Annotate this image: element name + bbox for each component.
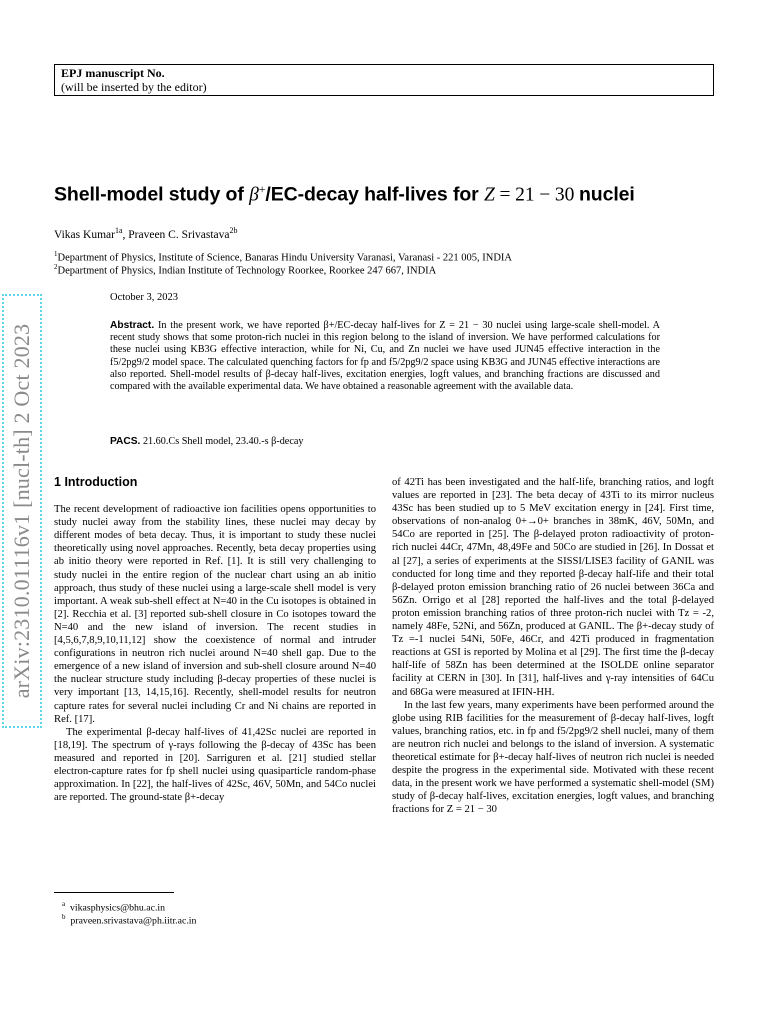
abstract	[110, 320, 660, 393]
footnote-rule	[54, 892, 174, 893]
pacs-heading: PACS.	[110, 436, 141, 447]
abstract-text: In the present work, we have reported β+/EC-decay half-lives for Z = 21 − 30 nuclei using large-scale shell-model. A recent study shows that some proton-rich nuclei in this region belong to the island of inversion. We have performed calculations for these nuclei using KB3G effective interaction, while for Ni, Cu, and Zn nuclei we have used JUN45 effective interaction in the f5/2pg9/2 model space. The calculated quenching factors for fp and f5/2pg9/2 space using KB3G and JUN45 effective interactions are also reported. Shell-model results of β-decay half-lives, excitation energies, logft values, and branching fractions are discussed and compared with the available experimental data. We have obtained a reasonable agreement with the available data.	[110, 320, 660, 393]
intro-paragraph-4: In the last few years, many experiments have been performed around the globe using RIB facilities for the measurement of β-decay half-lives, logft values, branching ratios, etc. in fp and f5/2pg9/2 shell nuclei, many of them are neutron rich nuclei and belongs to the island of inversion. A systematic theoretical estimate for β+-decay half-lives of neutron rich nuclei is needed despite the progress in the experimental side. Motivated with these recent data, in the present work we have performed a systematic shell-model (SM) study of β-decay half-lives, excitation energies, logft values, and branching fractions for Z = 21 − 30	[392, 699, 714, 816]
arxiv-stamp[interactable]	[2, 294, 42, 728]
intro-paragraph-3: of 42Ti has been investigated and the half-life, branching ratios, and logft values are reported in [23]. The beta decay of 43Ti to its mirror nucleus 43Sc has been studied up to 5 MeV excitation energy in [24]. First time, observations of non-analog 0+→0+ branches in 38mK, 46V, 50Mn, and 54Co are reported in [25]. The β-delayed proton radioactivity of proton-rich nuclei 44Cr, 47Mn, 48,49Fe and 50Co are studied in [26]. In Dossat et al [27], a series of experiments at the SISSI/LISE3 facility of GANIL was conducted for long time and they reported β-decay half-life and their total β-delayed proton emission branching ratio of 26 nuclei between 36Ca and 56Zn. Orrigo et al [28] reported the half-lives and the total β-delayed proton emission branching ratios of three proton-rich nuclei with Tz = -2, namely 48Fe, 52Ni, and 56Zn, produced at GANIL. The β+-decay study of Tz =-1 nuclei 54Ni, 50Fe, 46Cr, and 42Ti produced in fragmentation reactions at GSI is reported by Molina et al [29]. The first time the β-decay half-life of 58Zn has been determined at the ISOLDE online separator facility at CERN in [30]. In [31], half-lives and γ-ray intensities of 64Cu and 68Ga were measured at IFIN-HH.	[392, 477, 714, 698]
affiliation-1: $^1$Department of Physics, Institute of Science, Banaras Hindu University Varanasi, Varanasi - 221 005, INDIA	[54, 250, 513, 264]
abstract-heading: Abstract.	[110, 320, 155, 331]
paper-title: Shell-model study of β+/EC-decay half-lives for Z = 21 − 30 nuclei	[54, 182, 635, 206]
affiliation-2: $^2$Department of Physics, Indian Institute of Technology Roorkee, Roorkee 247 667, INDIA	[54, 263, 437, 277]
editor-note: (will be inserted by the editor)	[61, 80, 207, 94]
footnote-b: $^b$ praveen.srivastava@ph.iitr.ac.in	[62, 913, 197, 927]
arxiv-identifier[interactable]: arXiv:2310.01116v1 [nucl-th] 2 Oct 2023	[9, 323, 34, 699]
intro-paragraph-2: The experimental β-decay half-lives of 41,42Sc nuclei are reported in [18,19]. The spectrum of γ-rays following the β-decay of 43Sc has been measured and reported in [20]. Sarriguren et al. [21] studied stellar electron-capture rates for fp shell nuclei using quasiparticle random-phase approximation. In [22], the half-lives of 42Sc, 46V, 50Mn, and 54Co nuclei are reported. The ground-state β+-decay	[54, 726, 376, 804]
paper-date: October 3, 2023	[110, 292, 178, 303]
right-column	[392, 476, 714, 816]
footnote-a: $^a$ vikasphysics@bhu.ac.in	[62, 900, 166, 914]
pacs-text: 21.60.Cs Shell model, 23.40.-s β-decay	[142, 436, 304, 447]
author-list: Vikas Kumar$^{1a}$, Praveen C. Srivastava$^{2b}$	[54, 226, 238, 241]
section-heading: 1 Introduction	[54, 475, 138, 489]
left-column	[54, 476, 376, 804]
journal-name: EPJ manuscript No.	[61, 66, 165, 80]
journal-header-box	[54, 64, 714, 96]
pacs-line	[110, 436, 303, 447]
intro-paragraph-1: The recent development of radioactive ion facilities opens opportunities to study nuclei away from the stability lines, these nuclei may decay by different modes of beta decay. Thus, it is important to study these nuclei theoretically using novel approaches. Recently, beta decay properties using ab initio theory were reported in Ref. [1]. It is still very challenging to study nuclei in the entire region of the nuclear chart using an ab initio approach, thus study of these nuclei using a large-scale shell model is very important. A weak sub-shell effect at N=40 in the Cu isotopes is obtained in [2]. Recchia et al. [3] reported sub-shell closure in Co isotopes toward the N=40 and the new island of inversion. The recent studies in [4,5,6,7,8,9,10,11,12] show the coexistence of normal and intruder configurations in neutron rich nuclei around N=40 shell gap. Due to the emergence of a new island of inversion and sub-shell closure around N=40 the nuclear structure study including β-decay properties of these nuclei is very important [13, 14,15,16]. Recently, shell-model results for neutron capture rates for several nuclei including Cr and Ni chains are reported in Ref. [17].	[54, 504, 376, 725]
